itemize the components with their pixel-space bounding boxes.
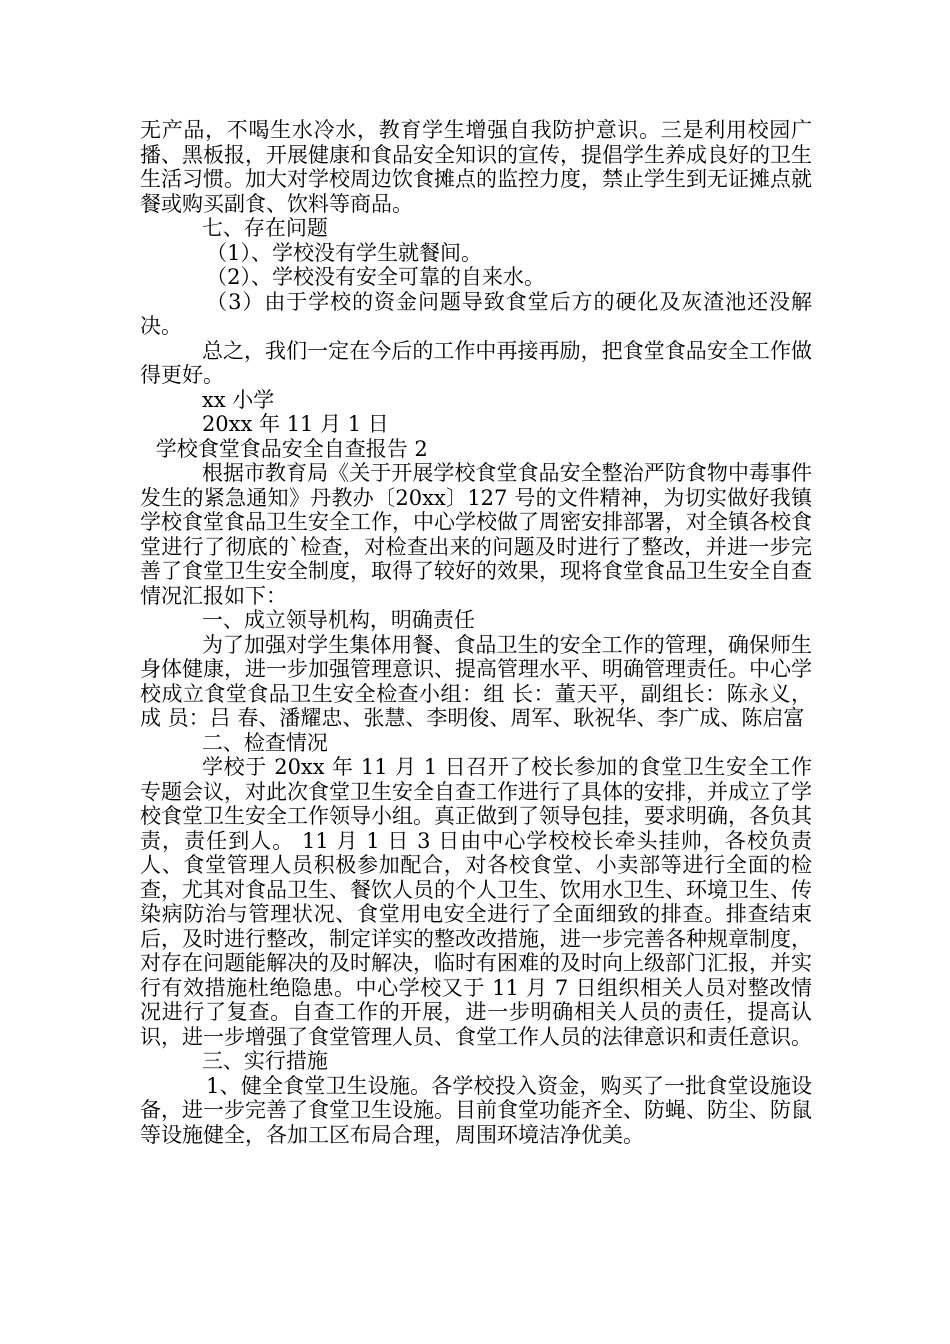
list-item-issue-1: （1）、学校没有学生就餐间。 (206, 240, 483, 265)
paragraph-report-intro: 根据市教育局《关于开展学校食堂食品安全整治严防食物中毒事件发生的紧急通知》丹教办〔20xx〕127 号的文件精神，为切实做好我镇学校食堂食品卫生安全工作，中心学校做了周密安排部署，对全镇各校食堂进行了彻底的`检查，对检查出来的问题及时进行了整改，并进一步完善了食堂卫生安全制度，取得了较好的效果，现将食堂食品卫生安全自查情况汇报如下： (140, 461, 812, 608)
document-page (140, 118, 812, 1147)
report-title-2: 学校食堂食品安全自查报告 2 (155, 436, 428, 461)
heading-section-7: 七、存在问题 (201, 216, 328, 240)
list-item-issue-2: （2）、学校没有安全可靠的自来水。 (206, 265, 545, 289)
heading-section-1: 一、成立领导机构，明确责任 (201, 608, 475, 632)
paragraph-summary: 总之，我们一定在今后的工作中再接再励，把食堂食品安全工作做得更好。 (140, 338, 812, 387)
paragraph-measure-1: 1、健全食堂卫生设施。各学校投入资金，购买了一批食堂设施设备，进一步完善了食堂卫生设施。目前食堂功能齐全、防蝇、防尘、防鼠等设施健全，各加工区布局合理，周围环境洁净优美。 (140, 1073, 812, 1147)
heading-section-2: 二、检查情况 (201, 730, 328, 755)
signature-school: xx 小学 (201, 387, 275, 412)
signature-date: 20xx 年 11 月 1 日 (201, 412, 389, 436)
list-item-issue-3: （3）由于学校的资金问题导致食堂后方的硬化及灰渣池还没解决。 (140, 289, 812, 338)
paragraph-intro-continued: 无产品，不喝生水冷水，教育学生增强自我防护意识。三是利用校园广播、黑板报，开展健康和食品安全知识的宣传，提倡学生养成良好的卫生生活习惯。加大对学校周边饮食摊点的监控力度，禁止学生到无证摊点就餐或购买副食、饮料等商品。 (140, 118, 812, 216)
heading-section-3: 三、实行措施 (201, 1049, 328, 1073)
paragraph-section-2-body: 学校于 20xx 年 11 月 1 日召开了校长参加的食堂卫生安全工作专题会议，对此次食堂卫生安全自查工作进行了具体的安排，并成立了学校食堂卫生安全工作领导小组。真正做到了领导包挂，要求明确，各负其责，责任到人。 11 月 1 日 3 日由中心学校校长牵头挂帅，各校负责人、食堂管理人员积极参加配合，对各校食堂、小卖部等进行全面的检查，尤其对食品卫生、餐饮人员的个人卫生、饮用水卫生、环境卫生、传染病防治与管理状况、食堂用电安全进行了全面细致的排查。排查结束后，及时进行整改，制定详实的整改改措施，进一步完善各种规章制度，对存在问题能解决的及时解决，临时有困难的及时向上级部门汇报，并实行有效措施杜绝隐患。中心学校又于 11 月 7 日组织相关人员对整改情况进行了复查。自查工作的开展，进一步明确相关人员的责任，提高认识，进一步增强了食堂管理人员、食堂工作人员的法律意识和责任意识。 (140, 755, 812, 1049)
paragraph-section-1-body: 为了加强对学生集体用餐、食品卫生的安全工作的管理，确保师生身体健康，进一步加强管理意识、提高管理水平、明确管理责任。中心学校成立食堂食品卫生安全检查小组：组 长：董天平，副组长：陈永义，成 员：吕 春、潘耀忠、张慧、李明俊、周军、耿祝华、李广成、陈启富 (140, 632, 812, 730)
